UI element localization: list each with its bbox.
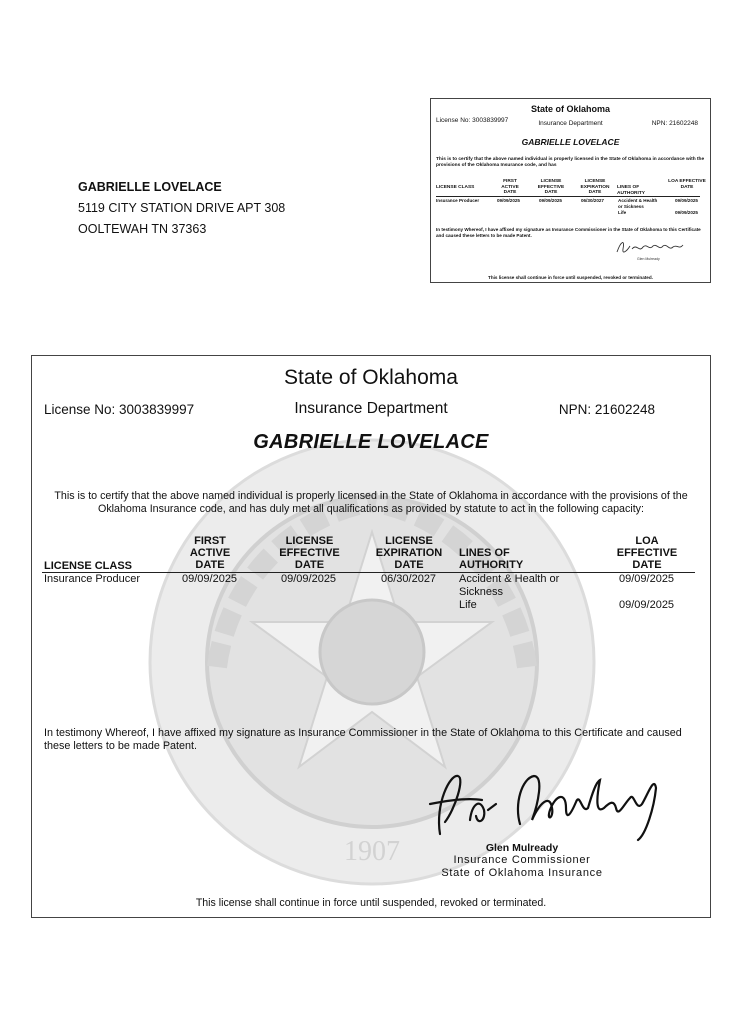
signatory-title: Insurance Commissioner	[453, 854, 591, 866]
mini-table-rule	[436, 196, 700, 197]
header-license-effective-date: LICENSE EFFECTIVE DATE	[279, 535, 340, 571]
mini-department: Insurance Department	[538, 120, 603, 127]
signatory-org: State of Oklahoma Insurance	[441, 866, 603, 879]
mini-licensee-name: GABRIELLE LOVELACE	[521, 137, 620, 147]
certificate-title: State of Oklahoma	[284, 366, 458, 389]
recipient-name: GABRIELLE LOVELACE	[78, 180, 222, 194]
header-lines-of-authority: LINES OF AUTHORITY	[459, 547, 524, 571]
mini-signatory-name: Glen Mulready	[637, 257, 660, 261]
header-loa-effective-date: LOA EFFECTIVE DATE	[616, 535, 678, 571]
mini-testimony: In testimony Whereof, I have affixed my signature as Insurance Commissioner in the State of Oklahoma to this Certificate and caused these letters to be made Patent.	[436, 227, 701, 238]
mini-row-loa1: Accident & Health or Sickness	[618, 198, 658, 209]
row-license-effective-date: 09/09/2025	[281, 573, 337, 585]
address-line-2: OOLTEWAH TN 37363	[78, 222, 207, 236]
mini-license-number: License No: 3003839997	[436, 117, 509, 124]
row-loa-1: Accident & Health or Sickness	[459, 573, 560, 598]
mini-row-class: Insurance Producer	[436, 198, 480, 203]
mini-row-exp: 06/30/2027	[581, 198, 604, 203]
signatory-name: Glen Mulready	[485, 842, 559, 854]
testimony-text: In testimony Whereof, I have affixed my signature as Insurance Commissioner in the State of Oklahoma to this Certificate and caused these letters to be made Patent.	[44, 727, 682, 752]
row-license-expiration-date: 06/30/2027	[381, 573, 437, 585]
row-license-class: Insurance Producer	[44, 573, 140, 585]
mini-row-loa1-date: 09/09/2025	[675, 198, 698, 203]
certify-text: This is to certify that the above named individual is properly licensed in the State of Oklahoma in accordance with the provisions of the Oklahoma Insurance code, and has duly met all qualifications as provided by statute to act in the following capacity:	[54, 490, 688, 515]
seal-year: 1907	[344, 836, 400, 867]
header-license-expiration-date: LICENSE EXPIRATION DATE	[375, 535, 443, 571]
mini-row-loa2: Life	[618, 210, 627, 215]
mini-npn: NPN: 21602248	[651, 120, 698, 127]
mini-row-first: 09/09/2025	[497, 198, 520, 203]
mini-header-exp: LICENSE EXPIRATION DATE	[580, 179, 610, 196]
row-first-active-date: 09/09/2025	[182, 573, 238, 585]
row-loa-2-date: 09/09/2025	[619, 599, 675, 611]
mini-signature-image	[613, 237, 703, 259]
signatory-title-block	[427, 854, 617, 879]
commissioner-signature-image	[410, 764, 670, 844]
license-certificate	[31, 355, 711, 918]
mini-header-first: FIRST ACTIVE DATE	[501, 179, 519, 196]
licensee-name: GABRIELLE LOVELACE	[253, 431, 489, 453]
department-name: Insurance Department	[294, 400, 448, 417]
mini-header-eff: LICENSE EFFECTIVE DATE	[537, 179, 565, 196]
certificate-footer: This license shall continue in force until suspended, revoked or terminated.	[195, 897, 547, 909]
mini-header-loaeff: LOA EFFECTIVE DATE	[668, 179, 706, 190]
header-license-class: LICENSE CLASS	[44, 560, 133, 572]
mini-certificate	[430, 98, 711, 283]
row-loa-1-date: 09/09/2025	[619, 573, 675, 585]
mini-header-loa: LINES OF AUTHORITY	[617, 185, 645, 196]
mini-row-loa2-date: 09/09/2025	[675, 210, 698, 215]
mini-title: State of Oklahoma	[530, 104, 611, 114]
npn-number: NPN: 21602248	[558, 402, 655, 417]
address-line-1: 5119 CITY STATION DRIVE APT 308	[78, 201, 286, 215]
mini-footer: This license shall continue in force until suspended, revoked or terminated.	[488, 275, 653, 280]
mini-row-eff: 09/09/2025	[539, 198, 562, 203]
mini-certify-text: This is to certify that the above named individual is properly licensed in the State of Oklahoma in accordance with the provisions of the Oklahoma Insurance code, and has	[436, 157, 705, 168]
mini-header-class: LICENSE CLASS	[436, 185, 475, 190]
license-number: License No: 3003839997	[44, 402, 195, 417]
mailing-address	[78, 177, 285, 240]
row-loa-2: Life	[459, 599, 477, 611]
header-first-active-date: FIRST ACTIVE DATE	[189, 535, 231, 571]
